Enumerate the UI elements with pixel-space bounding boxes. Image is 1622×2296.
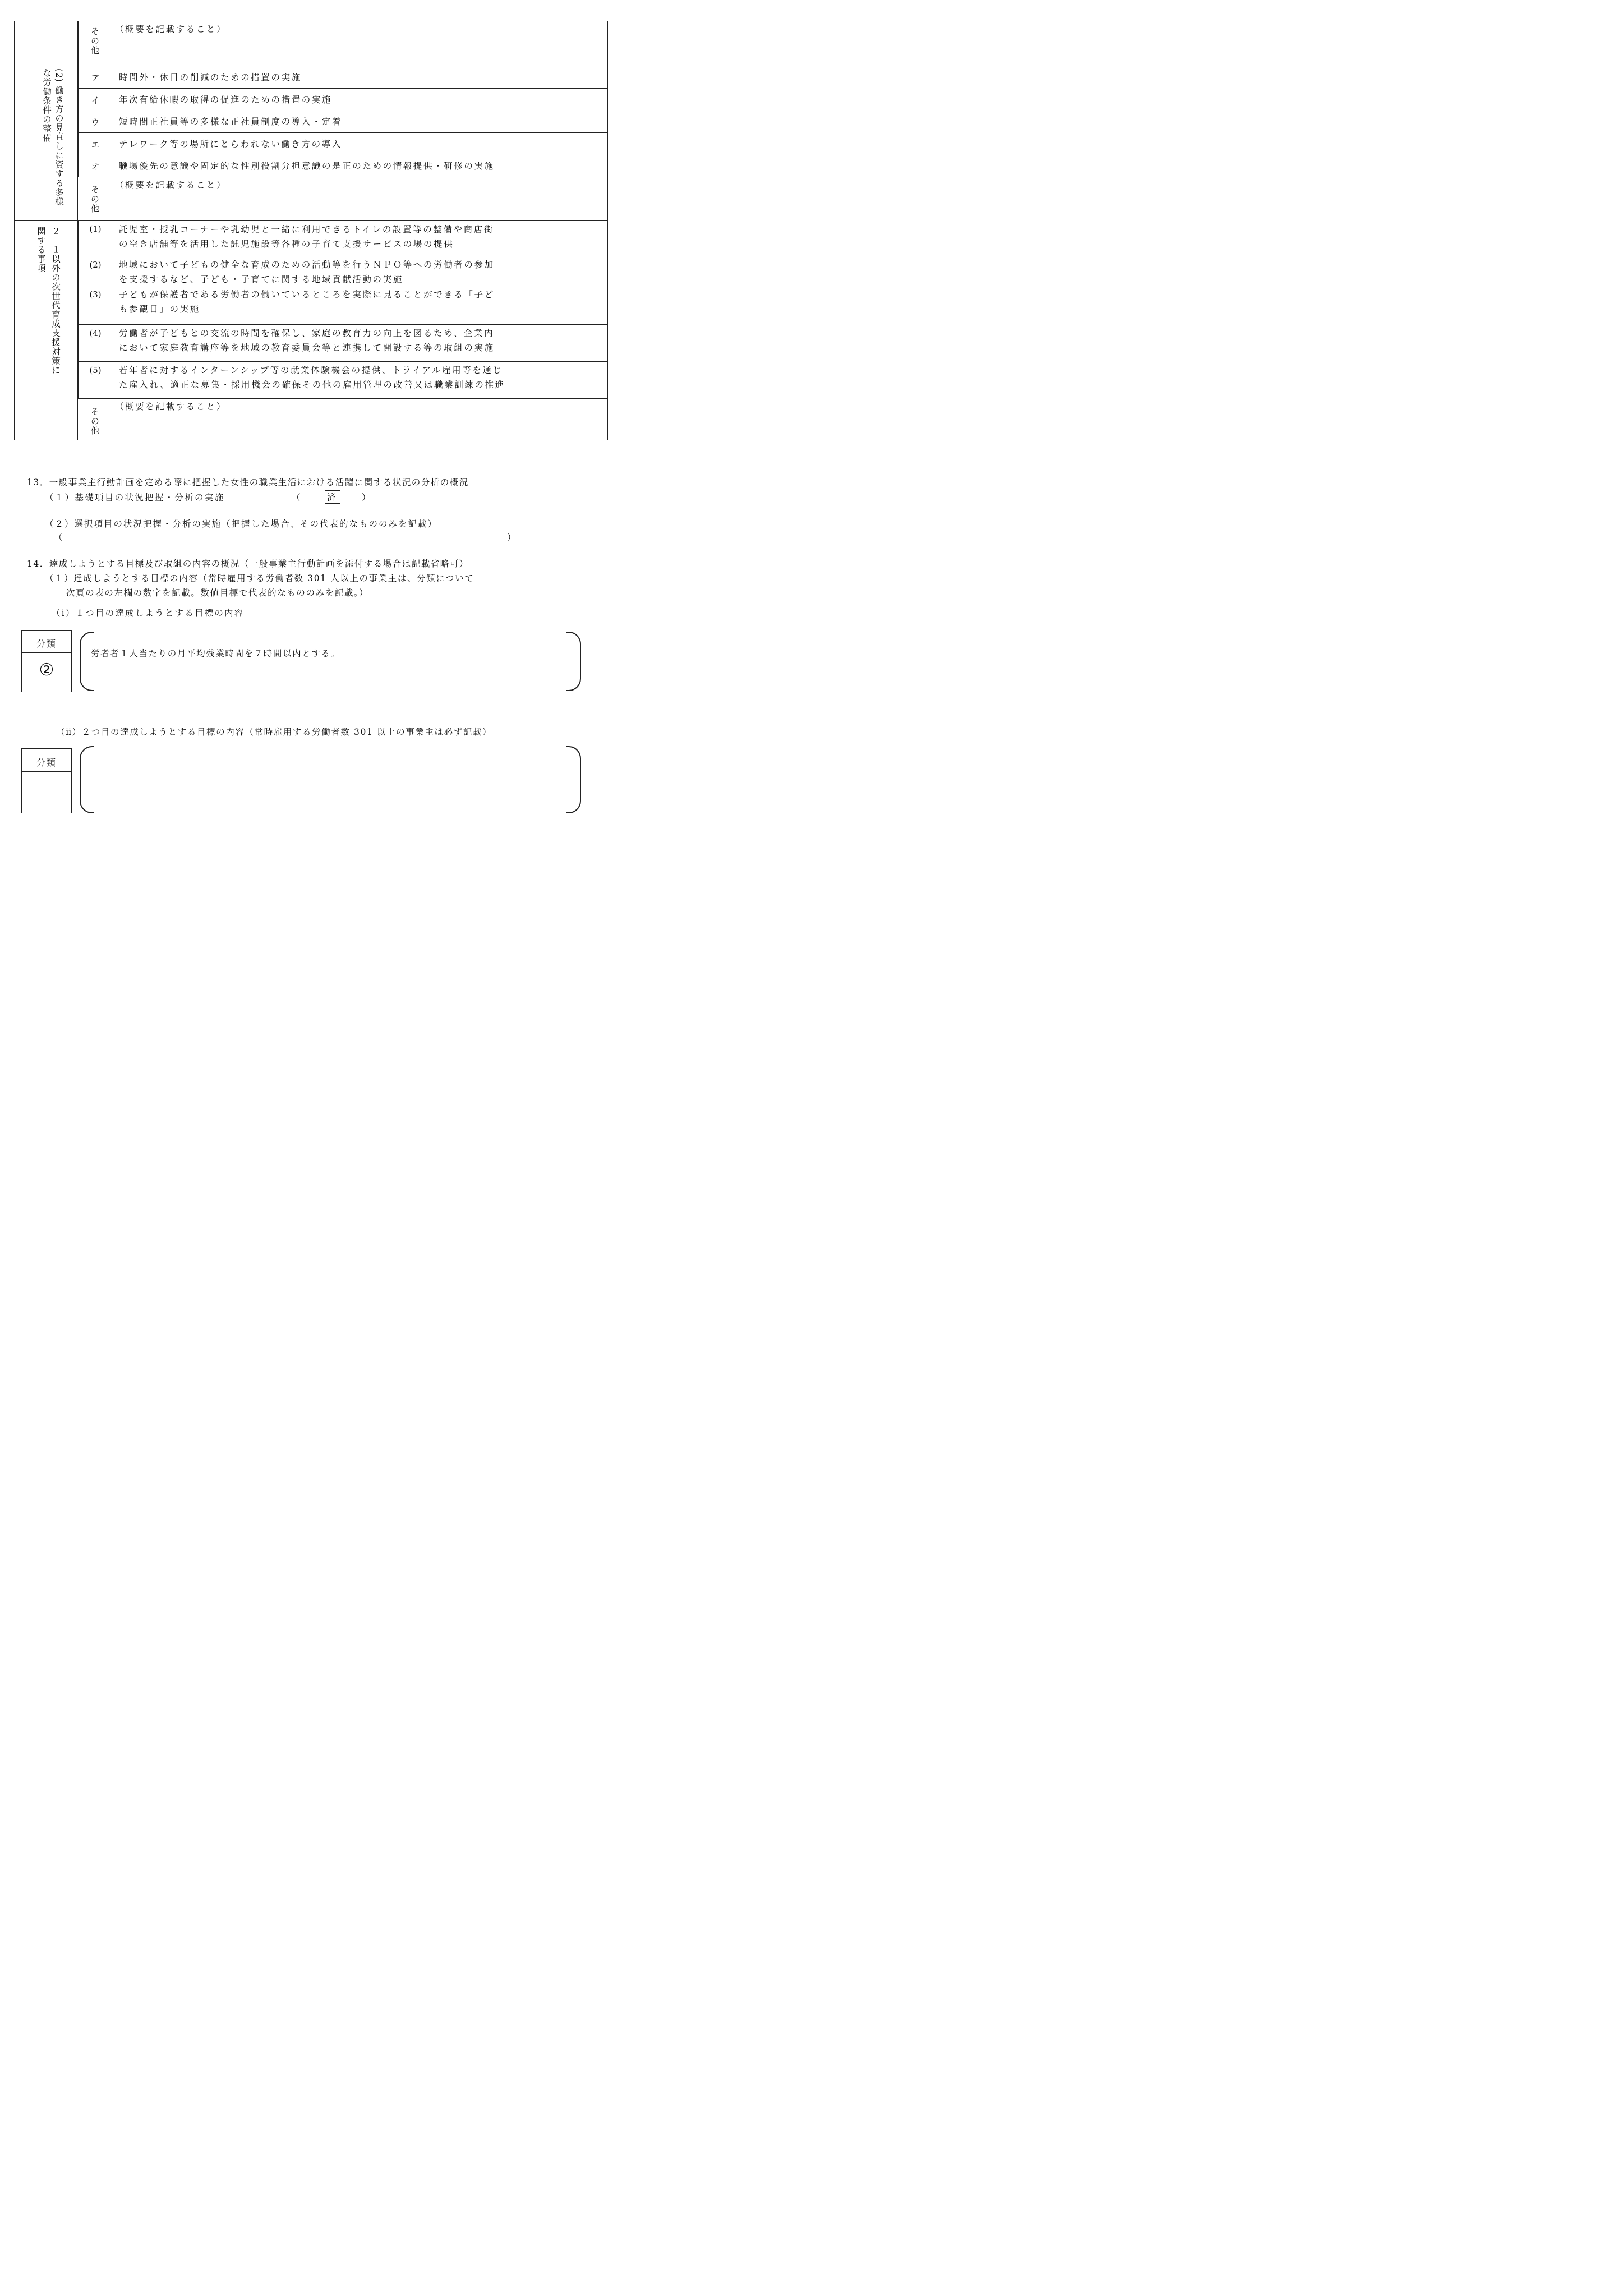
goal2-bunrui-label: 分類	[36, 757, 57, 768]
block2-item4-line1: 労働者が子どもとの交流の時間を確保し、家庭の教育力の向上を図るため、企業内	[119, 328, 495, 338]
goal2-bunrui-value[interactable]	[21, 780, 72, 802]
section13-heading: 13．一般事業主行動計画を定める際に把握した女性の職業生活における活躍に関する状況の分析の概況	[27, 477, 469, 487]
block2-item5-line1: 若年者に対するインターンシップ等の就業体験機会の提供、トライアル雇用等を通じ	[119, 365, 503, 375]
section13-item2-label: （２）選択項目の状況把握・分析の実施（把握した場合、その代表的なもののみを記載）	[45, 519, 438, 529]
document-page	[0, 0, 612, 867]
block2-item1-line2: の空き店舗等を活用した託児施設等各種の子育て支援サービスの場の提供	[119, 239, 454, 249]
item-mark-a: ア	[91, 73, 100, 83]
block2-mark-2: (2)	[89, 260, 102, 270]
goal1-text[interactable]: 労者者１人当たりの月平均残業時間を７時間以内とする。	[91, 648, 340, 659]
block2-item2-line2: を支援するなど、子ども・子育てに関する地域貢献活動の実施	[119, 274, 403, 284]
block2-title-line2: 関する事項	[36, 227, 46, 273]
other-label-3: その他	[90, 407, 100, 436]
block2-item1-line1: 託児室・授乳コーナーや乳幼児と一緒に利用できるトイレの設置等の整備や商店街	[119, 224, 494, 234]
item-mark-e: エ	[91, 140, 100, 150]
section14-heading: 14．達成しようとする目標及び取組の内容の概況（一般事業主行動計画を添付する場合は記載省略可）	[27, 559, 469, 569]
item-text-a: 時間外・休日の削減のための措置の実施	[119, 72, 302, 82]
goal1-bracket-right	[566, 632, 581, 691]
goal1-bracket-left	[80, 632, 94, 691]
item-text-i: 年次有給休暇の取得の促進のための措置の実施	[119, 95, 333, 105]
block2-item3-line2: も参観日」の実施	[119, 304, 200, 314]
block2-title	[34, 227, 63, 406]
block2-mark-3: (3)	[89, 289, 102, 300]
block2-item3-line1: 子どもが保護者である労働者の働いているところを実際に見ることができる「子ど	[119, 289, 495, 300]
section2-title-line2: な労働条件の整備	[42, 68, 52, 142]
section14-item1-line2: 次頁の表の左欄の数字を記載。数値目標で代表的なもののみを記載。）	[66, 588, 369, 598]
goal2-text[interactable]	[91, 763, 551, 785]
section13-item1-open: （	[292, 493, 302, 503]
other-summary-3: （概要を記載すること）	[115, 402, 227, 412]
section13-item2-close: ）	[507, 532, 517, 542]
item-text-e: テレワーク等の場所にとらわれない働き方の導入	[119, 139, 342, 149]
goal2-bracket-right	[566, 746, 581, 813]
section2-title	[40, 68, 65, 220]
other-label-1: その他	[90, 27, 100, 56]
item-mark-u: ウ	[91, 117, 100, 127]
section13-item1-value: 済	[327, 493, 337, 503]
goal1-heading: （ⅰ）１つ目の達成しようとする目標の内容	[52, 608, 245, 618]
block2-mark-5: (5)	[89, 365, 102, 375]
other-label-2: その他	[90, 185, 100, 214]
goal1-bunrui-label: 分類	[36, 638, 57, 649]
item-text-u: 短時間正社員等の多様な正社員制度の導入・定着	[119, 117, 343, 127]
block2-item5-line2: た雇入れ、適正な募集・採用機会の確保その他の雇用管理の改善又は職業訓練の推進	[119, 380, 505, 390]
item-mark-i: イ	[91, 95, 100, 105]
other-summary-1: （概要を記載すること）	[115, 24, 227, 34]
other-summary-2: （概要を記載すること）	[115, 180, 227, 190]
section14-item1-line1: （１）達成しようとする目標の内容（常時雇用する労働者数 301 人以上の事業主は、分類について	[45, 573, 474, 583]
section13-item2-open: （	[54, 532, 64, 542]
block2-mark-4: (4)	[89, 328, 102, 338]
block2-item2-line1: 地域において子どもの健全な育成のための活動等を行うＮＰＯ等への労働者の参加	[119, 260, 495, 270]
goal1-bunrui-value: ②	[39, 660, 54, 680]
goal2-heading: （ⅱ）２つ目の達成しようとする目標の内容（常時雇用する労働者数 301 以上の事業主は必ず記載）	[56, 727, 492, 737]
section13-item1-close: ）	[362, 493, 372, 503]
section2-title-line1: (2) 働き方の見直しに資する多様	[54, 68, 64, 206]
item-mark-o: オ	[91, 162, 100, 172]
block2-title-line1: ２ １以外の次世代育成支援対策に	[50, 227, 61, 375]
item-text-o: 職場優先の意識や固定的な性別役割分担意識の是正のための情報提供・研修の実施	[119, 161, 495, 171]
section13-item1-label: （１）基礎項目の状況把握・分析の実施	[45, 493, 225, 503]
block2-item4-line2: において家庭教育講座等を地域の教育委員会等と連携して開設する等の取組の実施	[119, 343, 495, 353]
block2-mark-1: (1)	[89, 224, 102, 234]
